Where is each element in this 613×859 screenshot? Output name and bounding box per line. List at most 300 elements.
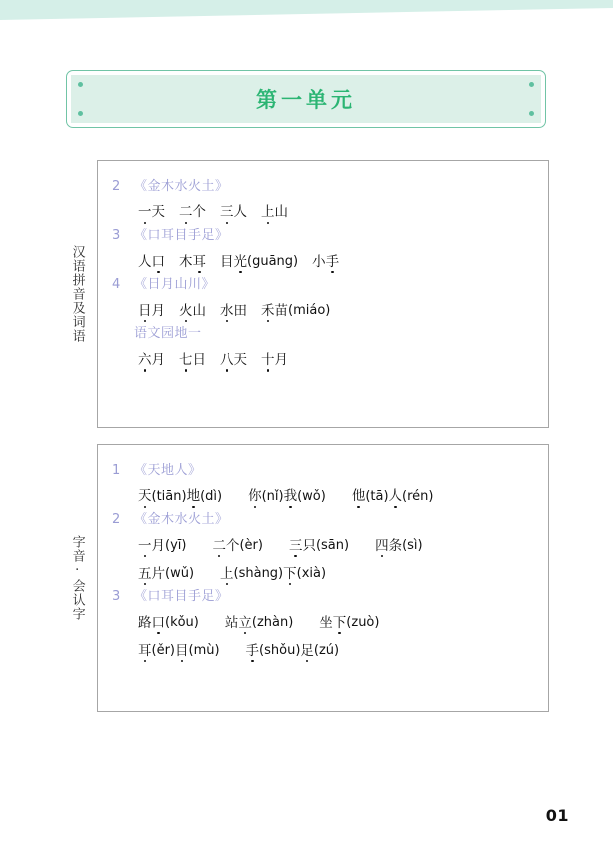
lesson-block (112, 226, 534, 273)
pinyin-annotation (316, 539, 349, 557)
character-cell (152, 616, 166, 635)
vocabulary-word (138, 353, 165, 372)
emphasis-dot (244, 632, 247, 635)
pinyin-dot-placeholder (362, 632, 365, 635)
character-glyph: 小 (312, 253, 326, 270)
character-cell (284, 489, 298, 508)
pinyin-annotation (247, 255, 298, 273)
vocabulary-word (225, 616, 293, 635)
vocabulary-word (138, 255, 165, 274)
pinyin-annotation (152, 490, 187, 508)
pinyin-dot-placeholder (310, 583, 313, 586)
emphasis-dot-placeholder (231, 555, 234, 558)
vocabulary-word (312, 255, 339, 274)
emphasis-dot (267, 222, 270, 225)
character-cell (275, 304, 289, 323)
pinyin-dot-placeholder (250, 555, 253, 558)
vocabulary-word (220, 255, 298, 274)
character-glyph: 你 (248, 488, 262, 505)
pinyin-annotation (165, 616, 199, 634)
emphasis-dot-placeholder (280, 320, 283, 323)
pinyin-annotation (189, 644, 220, 662)
character-cell (187, 489, 201, 508)
lesson-number: 3 (112, 589, 121, 605)
vocabulary-word (138, 304, 165, 323)
lesson-block (112, 587, 534, 662)
emphasis-dot (181, 660, 184, 663)
pinyin-text: (sì) (402, 538, 423, 554)
word-row (112, 346, 534, 372)
character-glyph: 上 (261, 204, 275, 221)
pinyin-text: (wǔ) (165, 566, 195, 582)
pinyin-dot-placeholder (162, 660, 165, 663)
emphasis-dot (267, 320, 270, 323)
character-cell (175, 644, 189, 663)
character-cell (152, 205, 166, 224)
vocabulary-word (179, 205, 206, 224)
vocabulary-word (375, 539, 423, 558)
vocabulary-word (220, 567, 326, 586)
character-glyph: 水 (220, 302, 234, 319)
pinyin-text: (zuò) (346, 615, 380, 631)
emphasis-dot-placeholder (280, 222, 283, 225)
emphasis-dot-placeholder (157, 320, 160, 323)
character-cell (234, 205, 248, 224)
emphasis-dot-placeholder (198, 369, 201, 372)
lesson-title: 《金木水火土》 (134, 512, 229, 528)
pinyin-text: (tiān) (151, 489, 187, 504)
pinyin-text: (miáo) (288, 303, 331, 319)
character-cell (238, 616, 252, 635)
emphasis-dot (251, 660, 254, 663)
character-cell (220, 304, 234, 323)
word-row (112, 247, 534, 273)
emphasis-dot (338, 632, 341, 635)
emphasis-dot-placeholder (226, 271, 229, 274)
emphasis-dot (294, 555, 297, 558)
character-cell (289, 539, 303, 558)
pinyin-dot-placeholder (417, 506, 420, 509)
character-cell (179, 255, 193, 274)
pinyin-text: (wǒ) (297, 489, 326, 504)
character-cell (138, 539, 152, 558)
pinyin-text: (sān) (315, 538, 350, 554)
pinyin-annotation (402, 539, 423, 557)
character-cell (220, 353, 234, 372)
character-cell (389, 489, 403, 508)
unit-banner-inner (71, 75, 541, 123)
pinyin-dot-placeholder (331, 555, 334, 558)
word-row (112, 608, 534, 634)
character-cell (261, 353, 275, 372)
emphasis-dot (226, 583, 229, 586)
emphasis-dot-placeholder (239, 222, 242, 225)
lesson-title: 语文园地一 (134, 326, 202, 342)
character-glyph: 火 (179, 302, 193, 319)
emphasis-dot (157, 271, 160, 274)
lesson-heading (112, 177, 534, 197)
pinyin-text: (guāng) (247, 254, 299, 270)
pinyin-dot-placeholder (271, 506, 274, 509)
emphasis-dot (192, 506, 195, 509)
character-glyph: 山 (192, 302, 206, 319)
emphasis-dot (289, 583, 292, 586)
pinyin-text: (rén) (402, 489, 434, 504)
character-cell (234, 255, 248, 274)
banner-corner-dot-bottom-left (78, 111, 83, 116)
character-glyph: 站 (224, 614, 239, 631)
character-cell (138, 353, 152, 372)
character-glyph: 光 (233, 253, 247, 270)
character-cell (138, 205, 152, 224)
section-pronunciation-characters (57, 444, 549, 712)
pinyin-annotation (234, 567, 284, 585)
pinyin-dot-placeholder (168, 506, 171, 509)
character-cell (283, 567, 297, 586)
character-glyph: 二 (179, 204, 193, 221)
lesson-block (112, 461, 534, 508)
character-cell (226, 539, 240, 558)
character-glyph: 坐 (319, 614, 333, 631)
character-cell (234, 304, 248, 323)
character-glyph: 他 (351, 488, 366, 505)
vocabulary-word (212, 539, 263, 558)
word-row (112, 559, 534, 585)
character-cell (375, 539, 389, 558)
character-glyph: 地 (186, 488, 201, 505)
pinyin-annotation (152, 644, 176, 662)
pinyin-text: (xià) (296, 566, 327, 582)
pinyin-annotation (262, 490, 284, 508)
emphasis-dot-placeholder (157, 583, 160, 586)
character-glyph: 三 (220, 204, 234, 221)
emphasis-dot-placeholder (308, 555, 311, 558)
character-cell (220, 205, 234, 224)
pinyin-annotation (297, 567, 326, 585)
vocabulary-word (138, 489, 222, 508)
character-glyph: 日 (192, 351, 206, 368)
lesson-title: 《日月山川》 (134, 277, 216, 293)
vocabulary-word (352, 489, 434, 508)
lesson-block (112, 324, 534, 371)
lesson-number: 1 (112, 463, 121, 478)
vocabulary-word (220, 353, 247, 372)
pinyin-text: (dì) (200, 489, 223, 504)
character-glyph: 苗 (274, 302, 288, 319)
section-pinyin-vocabulary (57, 160, 549, 428)
character-glyph: 四 (375, 537, 389, 554)
pinyin-dot-placeholder (308, 320, 311, 323)
character-cell (193, 304, 207, 323)
vocabulary-word (138, 205, 165, 224)
emphasis-dot-placeholder (144, 632, 147, 635)
vocabulary-word (179, 304, 206, 323)
emphasis-dot (254, 506, 257, 509)
vocabulary-word (220, 205, 247, 224)
character-glyph: 天 (151, 204, 165, 221)
word-row (112, 198, 534, 224)
character-cell (193, 353, 207, 372)
pinyin-text: (yī) (165, 538, 187, 554)
lesson-number: 3 (112, 228, 121, 244)
word-row (112, 636, 534, 662)
character-cell (179, 304, 193, 323)
character-cell (319, 616, 333, 635)
character-glyph: 目 (175, 642, 189, 659)
section-content-box-1 (97, 160, 549, 428)
pinyin-annotation (365, 490, 388, 508)
character-cell (138, 567, 152, 586)
unit-title: 第一单元 (256, 88, 356, 112)
lesson-title: 《天地人》 (134, 463, 202, 478)
character-cell (152, 567, 166, 586)
pinyin-text: (shǒu) (259, 643, 301, 659)
character-cell (138, 616, 152, 635)
emphasis-dot (226, 369, 229, 372)
vocabulary-word (179, 255, 206, 274)
character-glyph: 路 (138, 614, 152, 631)
pinyin-text: (ěr) (151, 643, 175, 659)
character-glyph: 立 (238, 614, 252, 631)
character-glyph: 目 (220, 253, 234, 270)
character-cell (193, 205, 207, 224)
character-cell (138, 304, 152, 323)
character-cell (220, 255, 234, 274)
emphasis-dot (144, 506, 147, 509)
character-glyph: 月 (151, 537, 165, 554)
pinyin-dot-placeholder (278, 660, 281, 663)
character-glyph: 下 (283, 565, 297, 582)
emphasis-dot (144, 555, 147, 558)
emphasis-dot (218, 555, 221, 558)
pinyin-dot-placeholder (178, 583, 181, 586)
vocabulary-word (179, 353, 206, 372)
pinyin-dot-placeholder (271, 271, 274, 274)
character-glyph: 耳 (138, 642, 152, 659)
pinyin-annotation (239, 539, 263, 557)
emphasis-dot (185, 369, 188, 372)
emphasis-dot-placeholder (198, 320, 201, 323)
emphasis-dot (289, 506, 292, 509)
character-glyph: 田 (233, 302, 247, 319)
character-glyph: 木 (179, 253, 193, 270)
page-number: 01 (545, 806, 569, 825)
character-cell (152, 353, 166, 372)
character-cell (225, 616, 239, 635)
character-glyph: 八 (220, 351, 234, 368)
pinyin-annotation (297, 490, 326, 508)
lesson-heading (112, 510, 534, 530)
pinyin-annotation (165, 539, 186, 557)
vocabulary-word (246, 644, 340, 663)
lesson-heading (112, 587, 534, 607)
character-glyph: 上 (220, 565, 234, 582)
character-glyph: 日 (138, 302, 152, 319)
pinyin-text: (nǐ) (261, 489, 284, 504)
side-label-text: 汉语拼音及词语 (69, 245, 85, 343)
character-glyph: 山 (274, 204, 288, 221)
character-glyph: 十 (261, 351, 275, 368)
vocabulary-word (319, 616, 379, 635)
emphasis-dot (144, 660, 147, 663)
emphasis-dot (226, 222, 229, 225)
character-cell (312, 255, 326, 274)
emphasis-dot (144, 320, 147, 323)
emphasis-dot (394, 506, 397, 509)
section-side-label-2 (57, 444, 97, 712)
pinyin-annotation (402, 490, 433, 508)
section-content-box-2 (97, 444, 549, 712)
character-glyph: 禾 (261, 302, 275, 319)
character-glyph: 个 (225, 537, 240, 554)
character-cell (352, 489, 366, 508)
character-cell (138, 489, 152, 508)
vocabulary-word (138, 616, 199, 635)
pinyin-annotation (314, 644, 339, 662)
character-glyph: 人 (388, 488, 403, 505)
character-cell (179, 353, 193, 372)
character-cell (302, 539, 316, 558)
emphasis-dot (144, 583, 147, 586)
pinyin-dot-placeholder (271, 632, 274, 635)
emphasis-dot-placeholder (157, 555, 160, 558)
pinyin-annotation (165, 567, 194, 585)
character-glyph: 二 (212, 537, 226, 554)
pinyin-dot-placeholder (310, 506, 313, 509)
emphasis-dot-placeholder (230, 632, 233, 635)
emphasis-dot-placeholder (239, 320, 242, 323)
pinyin-dot-placeholder (174, 555, 177, 558)
lesson-heading (112, 275, 534, 295)
pinyin-annotation (259, 644, 300, 662)
lesson-title: 《口耳目手足》 (134, 589, 229, 605)
emphasis-dot-placeholder (198, 222, 201, 225)
character-cell (389, 539, 403, 558)
pinyin-dot-placeholder (210, 506, 213, 509)
character-glyph: 天 (233, 351, 247, 368)
character-cell (179, 205, 193, 224)
character-glyph: 个 (192, 204, 206, 221)
character-glyph: 七 (179, 351, 193, 368)
lesson-heading (112, 324, 534, 344)
word-row (112, 531, 534, 557)
pinyin-dot-placeholder (411, 555, 414, 558)
word-row (112, 296, 534, 322)
lesson-heading (112, 461, 534, 481)
emphasis-dot-placeholder (325, 632, 328, 635)
character-glyph: 手 (325, 253, 340, 270)
emphasis-dot (239, 271, 242, 274)
pinyin-text: (kǒu) (165, 615, 199, 631)
emphasis-dot-placeholder (157, 369, 160, 372)
banner-corner-dot-bottom-right (529, 111, 534, 116)
character-glyph: 片 (151, 565, 165, 582)
emphasis-dot (198, 271, 201, 274)
vocabulary-word (261, 304, 330, 323)
vocabulary-word (261, 205, 288, 224)
vocabulary-word (138, 539, 186, 558)
emphasis-dot (357, 506, 360, 509)
character-glyph: 天 (138, 488, 152, 505)
vocabulary-word (220, 304, 247, 323)
lesson-title: 《口耳目手足》 (134, 228, 229, 244)
character-glyph: 一 (138, 204, 152, 221)
character-glyph: 五 (138, 565, 152, 582)
lesson-number: 2 (112, 512, 121, 528)
pinyin-dot-placeholder (325, 660, 328, 663)
character-glyph: 口 (151, 253, 165, 270)
vocabulary-word (289, 539, 349, 558)
pinyin-text: (shàng) (233, 566, 284, 582)
pinyin-text: (tā) (365, 489, 389, 504)
character-cell (152, 255, 166, 274)
character-cell (275, 353, 289, 372)
character-glyph: 耳 (192, 253, 206, 270)
character-glyph: 条 (388, 537, 403, 554)
emphasis-dot (306, 660, 309, 663)
banner-corner-dot-top-left (78, 82, 83, 87)
character-glyph: 手 (245, 642, 260, 659)
character-glyph: 口 (151, 614, 165, 631)
side-label-text: 字音·会认字 (69, 535, 85, 621)
top-decorative-band (0, 0, 613, 26)
emphasis-dot (157, 632, 160, 635)
character-cell (212, 539, 226, 558)
character-cell (275, 205, 289, 224)
pinyin-text: (èr) (239, 538, 263, 554)
character-glyph: 三 (288, 537, 303, 554)
character-cell (152, 304, 166, 323)
vocabulary-word (138, 644, 220, 663)
emphasis-dot (331, 271, 334, 274)
emphasis-dot (185, 222, 188, 225)
emphasis-dot-placeholder (318, 271, 321, 274)
vocabulary-word (261, 353, 288, 372)
vocabulary-word (248, 489, 326, 508)
pinyin-annotation (346, 616, 379, 634)
unit-title-banner (66, 70, 546, 128)
character-glyph: 一 (138, 537, 152, 554)
emphasis-dot-placeholder (144, 271, 147, 274)
character-glyph: 下 (332, 614, 347, 631)
character-glyph: 足 (300, 642, 314, 659)
character-cell (248, 489, 262, 508)
lesson-heading (112, 226, 534, 246)
word-row (112, 482, 534, 508)
character-cell (326, 255, 340, 274)
pinyin-text: (zú) (313, 643, 340, 659)
emphasis-dot (144, 222, 147, 225)
character-glyph: 月 (274, 351, 288, 368)
emphasis-dot (226, 320, 229, 323)
emphasis-dot (144, 369, 147, 372)
character-glyph: 我 (283, 488, 298, 505)
character-glyph: 月 (151, 351, 165, 368)
character-cell (261, 205, 275, 224)
character-cell (152, 539, 166, 558)
emphasis-dot (381, 555, 384, 558)
lesson-block (112, 177, 534, 224)
pinyin-dot-placeholder (257, 583, 260, 586)
character-cell (300, 644, 314, 663)
pinyin-annotation (288, 304, 330, 322)
pinyin-text: (mù) (188, 643, 220, 659)
emphasis-dot (185, 320, 188, 323)
pinyin-dot-placeholder (376, 506, 379, 509)
pinyin-annotation (200, 490, 222, 508)
emphasis-dot-placeholder (394, 555, 397, 558)
character-glyph: 人 (233, 204, 247, 221)
